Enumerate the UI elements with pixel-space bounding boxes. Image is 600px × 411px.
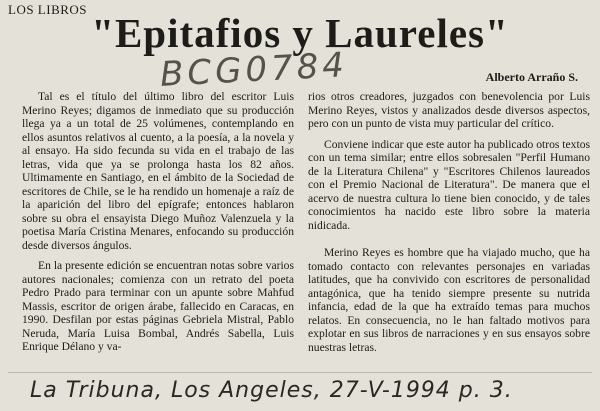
article-column-right <box>308 90 590 361</box>
footer-divider <box>8 372 592 373</box>
article-paragraph: Merino Reyes es hombre que ha viajado mucho, que ha tomado contacto con relevantes personajes en variadas latitudes, que ha convivido con escritores de personalidad antagónica, que ha tenido siempre presente su nutrida infancia, edad de la que ha extraído temas para muchos relatos. En consecuencia, no le han faltado motivos para explotar en sus libros de narraciones y en sus ensayos sobre nuestras letras. <box>308 246 590 354</box>
article-column-left <box>22 90 294 361</box>
section-label: LOS LIBROS <box>8 2 88 17</box>
article-title: "Epitafios y Laureles" <box>91 10 509 56</box>
article-paragraph: Conviene indicar que este autor ha publicado otros textos con un tema similar; entre ellos sobresalen "Perfil Humano de la Literatura Chilena" y "Escritores Chilenos laureados con el Premio Nacional de Literatura". De manera que el acervo de nuestra cultura lo tiene bien conocido, y de tales conocimientos ha nacido este libro sobre la materia nidicada. <box>308 137 590 232</box>
handwritten-source-note: La Tribuna, Los Angeles, 27-V-1994 p. 3. <box>30 378 513 403</box>
article-paragraph: rios otros creadores, juzgados con benevolencia por Luis Merino Reyes, vistos y analizados desde diversos aspectos, pero con un punto de vista muy particular del crítico. <box>308 90 590 130</box>
author-byline: Alberto Arraño S. <box>485 70 578 84</box>
article-paragraph: En la presente edición se encuentran notas sobre varios autores nacionales; comienza con un retrato del poeta Pedro Prado para terminar con un apunte sobre Mahfud Massis, escritor de origen árabe, fallecido en Caracas, en 1990. Desfilan por estas páginas Gebriela Mistral, Pablo Neruda, María Luisa Bombal, Andrés Sabella, Luis Enrique Délano y va- <box>22 259 294 353</box>
handwritten-call-number: BCG0784 <box>159 45 349 95</box>
article-paragraph: Tal es el título del último libro del escritor Luis Merino Reyes; digamos de inmediato que su producción llega ya a un total de 25 volúmenes, contemplando en ellos asuntos relativos al cuento, a la poesía, a la novela y al ensayo. Ha sido fecunda su vida en el trabajo de las letras, vida que ya se prolonga hasta los 82 años. Ultimamente en Santiago, en el ámbito de la Sociedad de escritores de Chile, se le ha rendido un homenaje a raíz de la aparición del libro del epígrafe; entonces hablaron sobre su obra el ensayista Diego Muñoz Valenzuela y la poetisa María Cristina Menares, enfocando su producción desde diversos ángulos. <box>22 90 294 252</box>
